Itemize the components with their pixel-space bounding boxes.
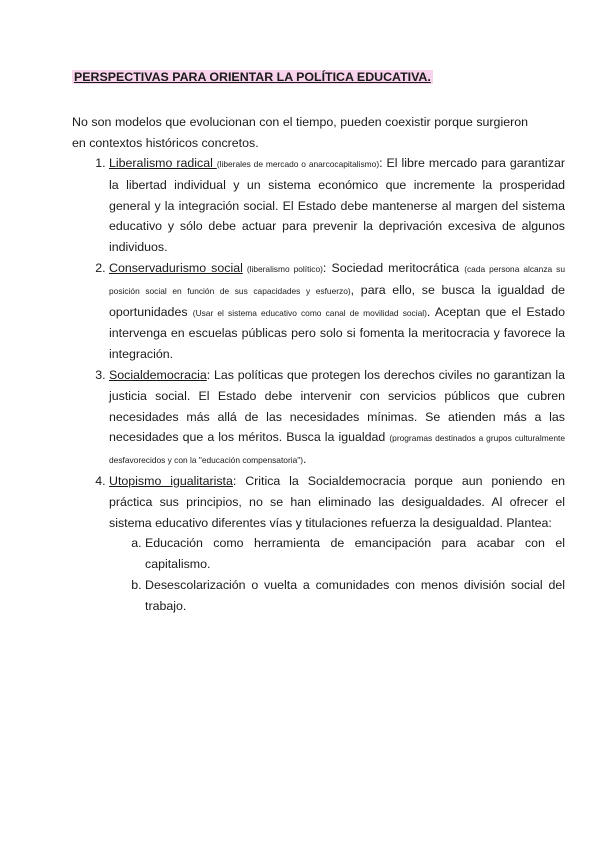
text-conservadurismo-c: . Aceptan que el Estado intervenga en escuelas públicas pero solo si fomenta la meritocracia y favorece la integración. <box>109 304 565 362</box>
text-conservadurismo-a: : Sociedad meritocrática <box>322 260 465 275</box>
list-item-socialdemocracia <box>109 365 565 471</box>
list-item-liberalismo <box>109 153 565 258</box>
intro-paragraph: No son modelos que evolucionan con el tiempo, pueden coexistir porque surgieron en contextos históricos concretos. <box>72 115 528 150</box>
text-conservadurismo-b: , para ello, se busca la igualdad de oportunidades <box>109 282 565 319</box>
note-liberalismo: (liberales de mercado o anarcocapitalismo) <box>216 159 380 169</box>
note-conservadurismo-b: (cada persona alcanza su posición social en función de sus capacidades y esfuerzo) <box>109 263 565 296</box>
subitem-desescolarizacion: b. Desescolarización o vuelta a comunidades con menos división social del trabajo. <box>145 575 565 617</box>
term-socialdemocracia: Socialdemocracia <box>109 367 207 382</box>
text-liberalismo: : El libre mercado para garantizar la libertad individual y un sistema económico que incremente la prosperidad general y la integración social. El Estado debe mantenerse al margen del sistema educativo y sólo debe actuar para prevenir la deprivación excesiva de algunos individuos. <box>109 156 565 255</box>
note-socialdemocracia: (programas destinados a grupos culturalmente desfavorecidos y con la "educación compensatoria") <box>109 433 565 466</box>
utopismo-sublist <box>109 533 565 616</box>
list-item-conservadurismo <box>109 258 565 365</box>
end-socialdemocracia: . <box>303 452 307 467</box>
text-utopismo: : Critica la Socialdemocracia porque aun poniendo en práctica sus principios, no se han eliminado las desigualdades. Al ofrecer el sistema educativo diferentes vías y titulaciones refuerza la desigualdad. Plantea: <box>109 473 565 530</box>
note-conservadurismo: (liberalismo político) <box>242 263 323 274</box>
note-conservadurismo-c: (Usar el sistema educativo como canal de movilidad social) <box>192 307 427 318</box>
subitem-emancipacion: a. Educación como herramienta de emancipación para acabar con el capitalismo. <box>145 533 565 575</box>
term-utopismo: Utopismo igualitarista <box>109 473 233 488</box>
term-conservadurismo: Conservadurismo social <box>109 260 243 275</box>
list-item-utopismo <box>109 471 565 617</box>
perspectives-list <box>72 153 565 617</box>
document-title: PERSPECTIVAS PARA ORIENTAR LA POLÍTICA EDUCATIVA. <box>74 70 431 84</box>
text-socialdemocracia: : Las políticas que protegen los derechos civiles no garantizan la justicia social. El Estado debe intervenir con servicios públicos que cubren necesidades más allá de las necesidades mínimas. Se atienden más a las necesidades que a los méritos. Busca la igualdad <box>109 367 565 445</box>
term-liberalismo: Liberalismo radical <box>109 156 217 170</box>
